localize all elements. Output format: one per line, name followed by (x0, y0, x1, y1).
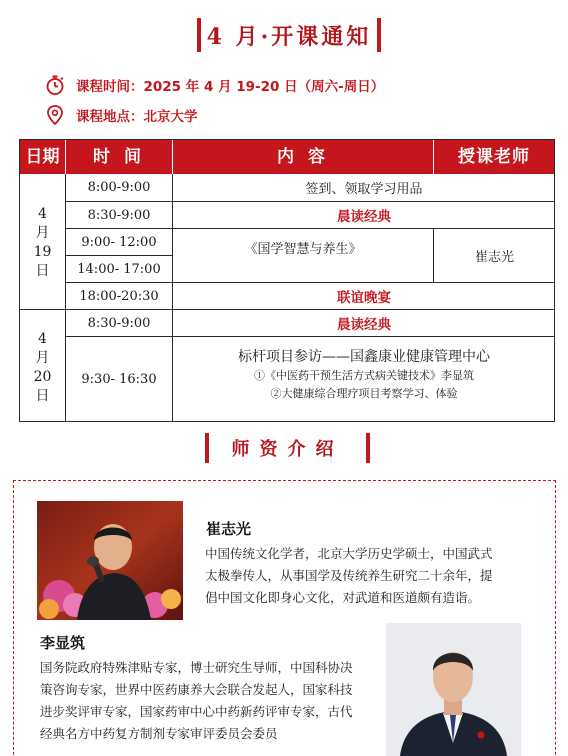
course-place: 课程地点：北京大学 (76, 109, 198, 125)
header-time: 时 间 (93, 147, 145, 167)
title-right-bar (366, 433, 370, 463)
course-place-row (44, 103, 198, 127)
course-time-row (44, 73, 384, 97)
visit-item: ①《中医药干预生活方式病关键技术》李显筑 (254, 369, 474, 382)
content-cell: 晨读经典 (337, 209, 391, 225)
header-divider (65, 140, 66, 174)
bio-line: 经典名方中药复方制剂专家审评委员会委员 (40, 726, 278, 741)
location-pin-icon (44, 104, 66, 126)
day2-date (20, 330, 65, 406)
stopwatch-icon (44, 74, 66, 96)
bio-line: 策咨询专家，世界中医药康养大会联合发起人，国家科技 (40, 682, 353, 697)
day1-date-line: 4 (38, 206, 47, 222)
time-cell: 8:30-9:00 (87, 315, 151, 331)
time-cell: 9:00- 12:00 (81, 234, 157, 250)
day2-date-line: 日 (35, 388, 50, 404)
schedule-table (19, 139, 555, 422)
time-cell: 9:30- 16:30 (81, 372, 157, 387)
teacher-photo-li (386, 623, 521, 756)
time-cell: 8:00-9:00 (87, 180, 151, 195)
time-cell: 14:00- 17:00 (77, 261, 161, 277)
bio-line: 中国传统文化学者，北京大学历史学硕士，中国武式 (205, 546, 493, 561)
header-date: 日期 (25, 147, 60, 167)
header-divider (433, 140, 434, 174)
day2-date-line: 月 (35, 350, 50, 366)
header-divider (172, 140, 173, 174)
header-teacher: 授课老师 (458, 147, 530, 167)
notice-header (0, 16, 568, 56)
day2-date-line: 20 (33, 369, 52, 385)
teacher-name: 李显筑 (40, 634, 86, 652)
day1-date-line: 月 (35, 225, 50, 241)
teacher-cell: 崔志光 (474, 250, 514, 265)
teachers-title: 师资介绍 (231, 439, 344, 460)
teacher-bio (205, 543, 493, 609)
visit-title: 标杆项目参访——国鑫康业健康管理中心 (238, 349, 490, 365)
teacher-name: 崔志光 (206, 520, 252, 538)
visit-item: ②大健康综合理疗项目考察学习、体验 (270, 387, 458, 400)
content-cell: 晨读经典 (337, 317, 391, 333)
content-cell: 联谊晚宴 (337, 290, 391, 306)
header-content: 内 容 (277, 147, 329, 167)
bio-line: 倡中国文化即身心文化，对武道和医道颇有造诣。 (205, 590, 481, 605)
bio-line: 太极拳传人，从事国学及传统养生研究二十余年，提 (205, 568, 493, 583)
notice-title: 4 月·开课通知 (206, 24, 372, 50)
time-cell: 18:00-20:30 (79, 288, 159, 304)
title-right-bar (377, 18, 381, 52)
visit-cell (173, 340, 555, 410)
course-time: 课程时间：2025 年 4 月 19-20 日（周六-周日） (76, 79, 385, 95)
teachers-header (0, 432, 568, 466)
day1-date-line: 日 (35, 263, 50, 279)
day2-date-line: 4 (38, 331, 47, 347)
teacher-bio (40, 657, 353, 745)
time-cell: 8:30-9:00 (87, 207, 151, 223)
day1-date (20, 205, 65, 281)
content-cell: 签到、领取学习用品 (305, 182, 423, 197)
bio-line: 进步奖评审专家，国家药审中心中药新药评审专家，古代 (40, 704, 353, 719)
content-cell: 《国学智慧与养生》 (244, 241, 362, 257)
bio-line: 国务院政府特殊津贴专家，博士研究生导师，中国科协决 (40, 660, 353, 675)
teacher-photo-cui (37, 501, 183, 620)
day1-date-line: 19 (33, 244, 52, 260)
